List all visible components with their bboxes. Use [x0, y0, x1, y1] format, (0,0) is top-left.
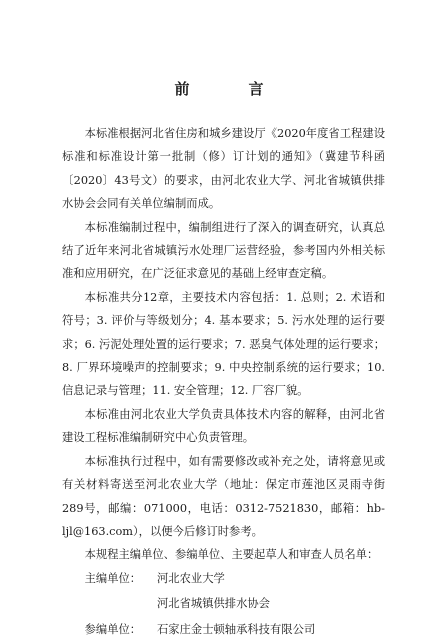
chief-editor-2: 河北省城镇供排水协会	[157, 597, 270, 611]
chief-editor-1: 河北农业大学	[157, 571, 225, 585]
paragraph-basis: 本标准根据河北省住房和城乡建设厅《2020年度省工程建设标准和标准设计第一批制（修）订计划的通知》（冀建节科函〔2020〕43号文）的要求，由河北农业大学、河北省城镇供排水协会会同有关单位编制而成。	[62, 127, 385, 211]
paragraph-process: 本标准编制过程中，编制组进行了深入的调查研究，认真总结了近年来河北省城镇污水处理厂运营经验，参考国内外相关标准和应用研究，在广泛征求意见的基础上经审查定稿。	[62, 220, 385, 281]
paragraph-units-intro: 本规程主编单位、参编单位、主要起草人和审查人员名单：	[84, 548, 379, 562]
chief-editor-label: 主编单位：	[84, 571, 142, 585]
participant-label: 参编单位：	[84, 622, 142, 636]
paragraph-contents: 本标准共分12章，主要技术内容包括：1. 总则；2. 术语和符号；3. 评价与等级划分；4. 基本要求；5. 污水处理的运行要求；6. 污泥处理处置的运行要求；7. 恶臭气体处理的运行要求；8. 厂界环境噪声的控制要求；9. 中央控制系统的运行要求；10. 信息记录与管理；11. 安全管理；12. 厂容厂貌。	[62, 290, 385, 398]
participant-row	[62, 618, 385, 641]
page-title: 前 言	[174, 80, 286, 98]
chief-editor-row-2	[62, 592, 385, 615]
paragraph-responsibility: 本标准由河北农业大学负责具体技术内容的解释，由河北省建设工程标准编制研究中心负责管理。	[62, 407, 385, 445]
preface-body	[62, 122, 385, 641]
chief-editor-row	[62, 567, 385, 590]
paragraph-feedback: 本标准执行过程中，如有需要修改或补充之处，请将意见或有关材料寄送至河北农业大学（地址：保定市莲池区灵雨寺街289号，邮编：071000，电话：0312-7521830，邮箱：hb-ljl@163.com），以便今后修订时参考。	[62, 454, 385, 538]
participant-1: 石家庄金士顿轴承科技有限公司	[157, 622, 316, 636]
